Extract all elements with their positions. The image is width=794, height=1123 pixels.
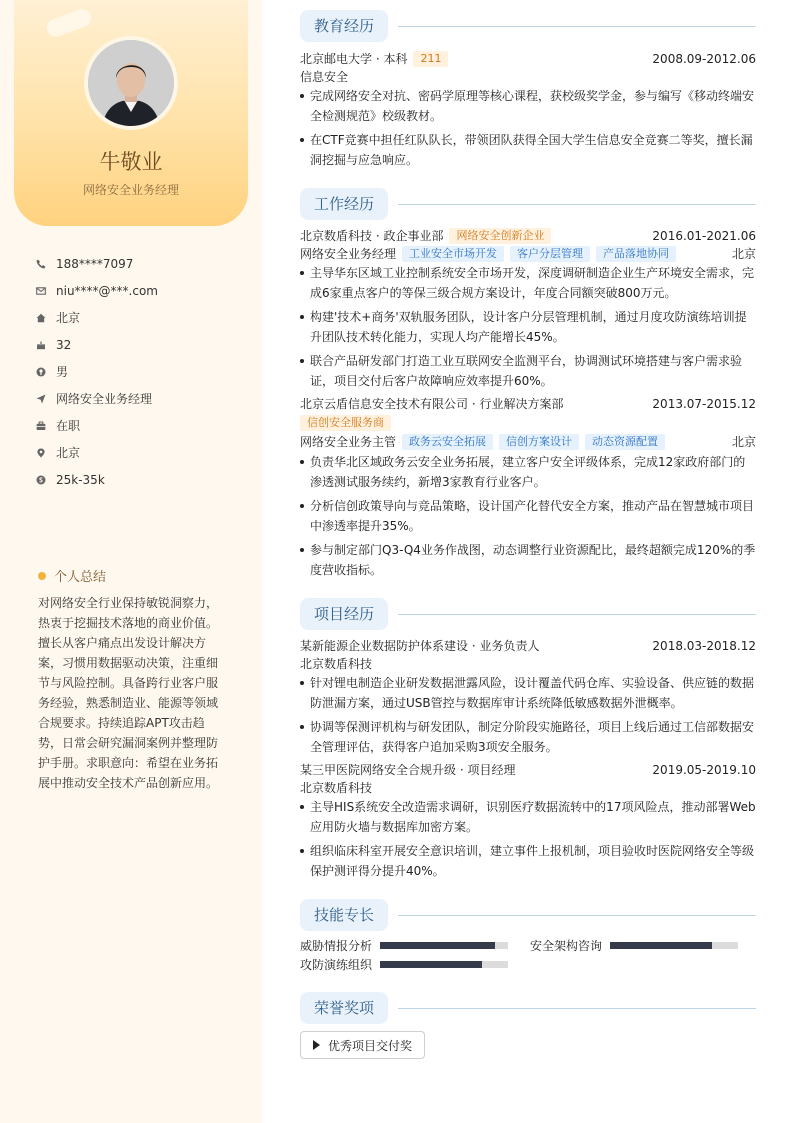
skill-item [300, 956, 508, 973]
skill-name: 攻防演练组织 [300, 958, 373, 972]
project-org: 北京数盾科技 [300, 781, 373, 795]
project-name: 某三甲医院网络安全合规升级 · 项目经理 [300, 763, 516, 777]
person-title: 网络安全业务经理 [82, 183, 179, 197]
info-position-text: 网络安全业务经理 [56, 392, 153, 406]
education-period: 2008.09-2012.06 [652, 52, 756, 66]
info-position [36, 385, 246, 412]
section-divider [398, 204, 756, 205]
project-period: 2019.05-2019.10 [652, 763, 756, 777]
section-divider [398, 26, 756, 27]
skill-bar-fill [610, 942, 712, 949]
school-name: 北京邮电大学 · 本科 [300, 52, 408, 66]
awards-heading [300, 992, 756, 1024]
avatar [88, 40, 174, 126]
send-icon [36, 394, 46, 404]
role-tag: 工业安全市场开发 [402, 246, 504, 262]
skill-name: 安全架构咨询 [530, 939, 603, 953]
project-bullet: 主导HIS系统安全改造需求调研，识别医疗数据流转中的17项风险点，推动部署Web应用防火墙与数据库加密方案。 [300, 797, 756, 837]
project-org: 北京数盾科技 [300, 657, 373, 671]
education-major: 信息安全 [300, 70, 349, 84]
info-phone [36, 250, 246, 277]
gender-icon [36, 367, 46, 377]
education-bullet: 在CTF竞赛中担任红队队长，带领团队获得全国大学生信息安全竞赛二等奖，擅长漏洞挖掘与应急响应。 [300, 130, 756, 170]
education-school-row [300, 49, 756, 69]
skills-heading [300, 899, 756, 931]
summary-title: 个人总结 [54, 570, 107, 585]
job-role-row [300, 432, 756, 452]
info-gender-text: 男 [56, 365, 69, 379]
job-bullet: 参与制定部门Q3-Q4业务作战图，动态调整行业资源配比，最终超额完成120%的季度营收指标。 [300, 540, 756, 580]
job-bullet: 联合产品研发部门打造工业互联网安全监测平台，协调测试环境搭建与客户需求验证，项目交付后客户故障响应效率提升60%。 [300, 351, 756, 391]
info-age-text: 32 [56, 337, 72, 352]
role-tag: 产品落地协同 [596, 246, 676, 262]
location-icon [36, 448, 46, 458]
project-org-row [300, 654, 756, 674]
skill-bar [380, 961, 508, 968]
project-period: 2018.03-2018.12 [652, 639, 756, 653]
info-age [36, 331, 246, 358]
job-company-row [300, 226, 756, 246]
role-tag: 动态资源配置 [585, 434, 665, 450]
education-title: 教育经历 [300, 10, 388, 42]
role-tag: 客户分层管理 [510, 246, 590, 262]
project-name: 某新能源企业数据防护体系建设 · 业务负责人 [300, 639, 540, 653]
skill-item [530, 937, 738, 954]
job-bullet: 构建'技术+商务'双轨服务团队，设计客户分层管理机制，通过月度攻防演练培训提升团队技术转化能力，实现人均产能增长45%。 [300, 307, 756, 347]
skills-title: 技能专长 [300, 899, 388, 931]
info-email-text: niu****@***.com [56, 283, 158, 298]
project-bullet: 协调等保测评机构与研发团队，制定分阶段实施路径，项目上线后通过工信部数据安全管理评估，获得客户追加采购3项安全服务。 [300, 717, 756, 757]
project-row [300, 636, 756, 656]
job-company: 北京云盾信息安全技术有限公司 · 行业解决方案部 [300, 397, 564, 411]
summary-heading [38, 566, 106, 585]
info-status [36, 412, 246, 439]
project-org-row [300, 778, 756, 798]
avatar-frame [84, 36, 178, 130]
awards-title: 荣誉奖项 [300, 992, 388, 1024]
work-title: 工作经历 [300, 188, 388, 220]
work-heading [300, 188, 756, 220]
info-salary-text: 25k-35k [56, 472, 105, 487]
job-bullet: 分析信创政策导向与竞品策略，设计国产化替代安全方案，推动产品在智慧城市项目中渗透率提升35%。 [300, 496, 756, 536]
role-tag: 信创方案设计 [499, 434, 579, 450]
job-company-row [300, 394, 756, 414]
job-city: 北京 [731, 435, 756, 449]
mail-icon [36, 286, 46, 296]
avatar-photo-icon [88, 40, 174, 126]
person-name: 牛敬业 [99, 150, 163, 174]
project-bullet: 组织临床科室开展安全意识培训，建立事件上报机制，项目验收时医院网络安全等级保护测评得分提升40%。 [300, 841, 756, 881]
job-role-row [300, 244, 756, 264]
info-status-text: 在职 [56, 419, 81, 433]
salary-icon [36, 475, 46, 485]
education-major-row [300, 67, 756, 87]
info-salary [36, 466, 246, 493]
skill-name: 威胁情报分析 [300, 939, 373, 953]
job-role: 网络安全业务经理 [300, 247, 397, 261]
projects-title: 项目经历 [300, 598, 388, 630]
skill-bar [610, 942, 738, 949]
award-name: 优秀项目交付奖 [328, 1038, 413, 1053]
info-location-text: 北京 [56, 446, 81, 460]
job-company: 北京数盾科技 · 政企事业部 [300, 229, 444, 243]
play-triangle-icon [313, 1040, 320, 1050]
decorative-pill [44, 7, 93, 40]
info-gender [36, 358, 246, 385]
briefcase-icon [36, 421, 46, 431]
info-phone-text: 188****7097 [56, 256, 134, 271]
project-row [300, 760, 756, 780]
info-email [36, 277, 246, 304]
section-divider [398, 1008, 756, 1009]
project-bullet: 针对锂电制造企业研发数据泄露风险，设计覆盖代码仓库、实验设备、供应链的数据防泄漏方案，通过USB管控与数据库审计系统降低敏感数据外泄概率。 [300, 673, 756, 713]
skill-item [300, 937, 508, 954]
job-bullet: 负责华北区域政务云安全业务拓展，建立客户安全评级体系，完成12家政府部门的渗透测试服务续约，新增3家教育行业客户。 [300, 452, 756, 492]
job-role: 网络安全业务主管 [300, 435, 397, 449]
company-tag: 网络安全创新企业 [449, 228, 551, 244]
summary-dot-icon [38, 572, 46, 580]
projects-heading [300, 598, 756, 630]
company-tag-row [300, 415, 756, 431]
summary-text: 对网络安全行业保持敏锐洞察力，热衷于挖掘技术落地的商业价值。擅长从客户痛点出发设计解决方案，习惯用数据驱动决策，注重细节与风险控制。具备跨行业客户服务经验，熟悉制造业、能源等领域合规要求。持续追踪APT攻击趋势，日常会研究漏洞案例并整理防护手册。求职意向：希望在业务拓展中推动安全技术产品创新应用。 [38, 596, 219, 790]
job-bullet: 主导华东区域工业控制系统安全市场开发，深度调研制造企业生产环境安全需求，完成6家重点客户的等保三级合规方案设计，年度合同额突破800万元。 [300, 263, 756, 303]
company-tag: 信创安全服务商 [300, 415, 391, 431]
section-divider [398, 915, 756, 916]
info-location [36, 439, 246, 466]
job-period: 2013.07-2015.12 [652, 397, 756, 411]
job-city: 北京 [731, 247, 756, 261]
school-tag: 211 [413, 51, 448, 67]
cake-icon [36, 340, 46, 350]
skill-bar-fill [380, 942, 495, 949]
skill-bar [380, 942, 508, 949]
job-period: 2016.01-2021.06 [652, 229, 756, 243]
info-city [36, 304, 246, 331]
education-bullet: 完成网络安全对抗、密码学原理等核心课程，获校级奖学金，参与编写《移动终端安全检测规范》校级教材。 [300, 86, 756, 126]
education-heading [300, 10, 756, 42]
contact-info [36, 250, 246, 493]
sidebar [0, 0, 262, 1123]
info-city-text: 北京 [56, 311, 81, 325]
skill-bar-fill [380, 961, 482, 968]
award-item [300, 1031, 425, 1059]
phone-icon [36, 259, 46, 269]
section-divider [398, 614, 756, 615]
home-icon [36, 313, 46, 323]
role-tag: 政务云安全拓展 [402, 434, 493, 450]
